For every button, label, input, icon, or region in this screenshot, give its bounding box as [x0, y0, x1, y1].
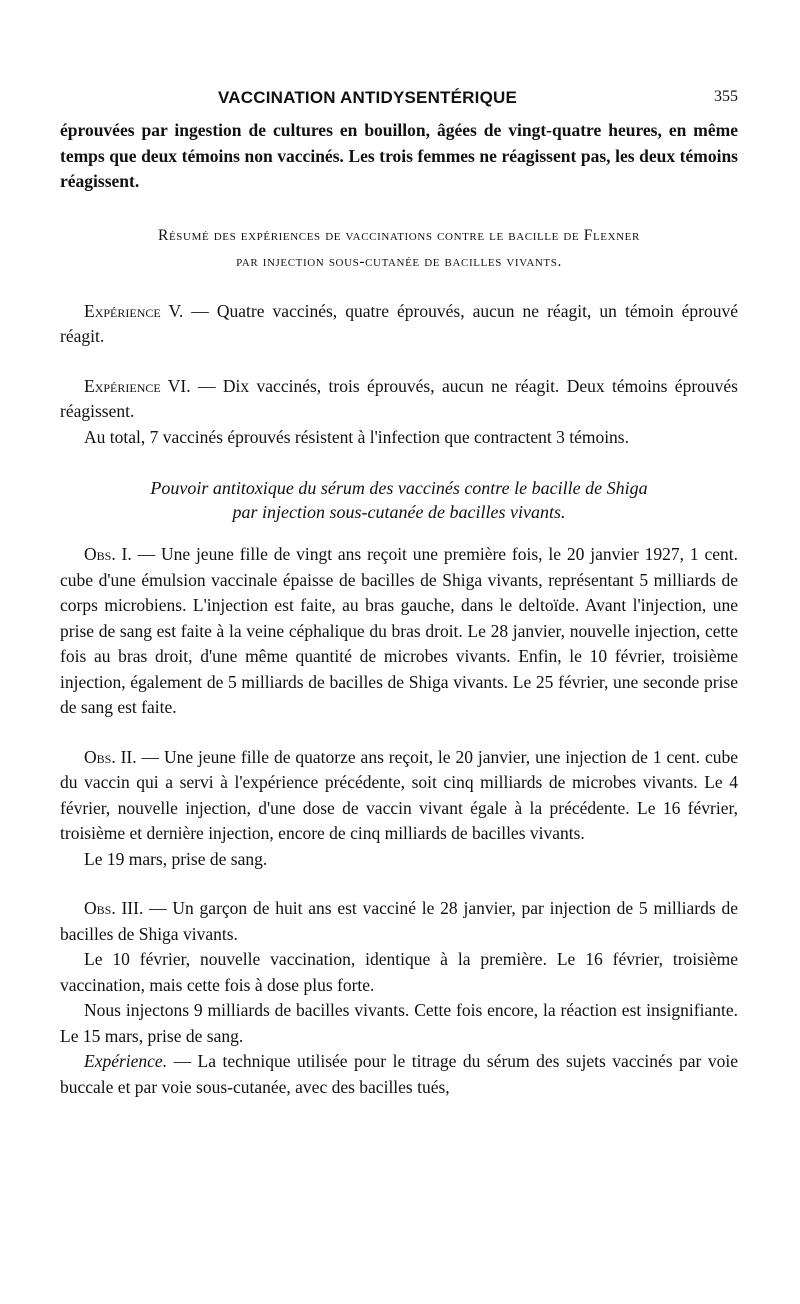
observation-3-label: Obs. III.: [84, 898, 144, 918]
experience-6-text: — Dix vaccinés, trois éprouvés, aucun ne réagit. Deux témoins éprouvés réagissent.: [60, 375, 738, 421]
observation-1-text: — Une jeune fille de vingt ans reçoit une première fois, le 20 janvier 1927, 1 cent. cube d'une émulsion vaccinale épaisse de bacilles de Shiga vivants, représentant 5 milliards de corps microbiens. L'injection est faite, au bras gauche, dans le deltoïde. Avant l'injection, une prise de sang est faite à la veine céphalique du bras droit. Le 28 janvier, nouvelle injection, cette fois au bras droit, d'une même quantité de microbes vivants. Enfin, le 10 février, troisième injection, également de 5 milliards de bacilles de Shiga vivants. Le 25 février, une seconde prise de sang est faite.: [60, 544, 738, 717]
observation-2-followup: Le 19 mars, prise de sang.: [84, 848, 268, 869]
experience-text: — La technique utilisée pour le titrage du sérum des sujets vaccinés par voie buccale et par voie sous-cutanée, avec des bacilles tués,: [60, 1051, 738, 1097]
flexner-section-heading: [60, 223, 738, 275]
observation-2-paragraph: [60, 745, 738, 847]
flexner-heading-line-2: par injection sous-cutanée de bacilles vivants.: [236, 252, 562, 270]
running-title: VACCINATION ANTIDYSENTÉRIQUE: [218, 88, 518, 107]
experience-paragraph: [60, 1049, 738, 1100]
observation-2-label: Obs. II.: [84, 746, 137, 767]
experience-5-label: Expérience V.: [84, 300, 184, 321]
experience-5-text: — Quatre vaccinés, quatre éprouvés, aucun ne réagit, un témoin éprouvé réagit.: [60, 300, 739, 346]
shiga-heading-line-1: Pouvoir antitoxique du sérum des vaccinés contre le bacille de Shiga: [150, 478, 648, 498]
observation-3-text: — Un garçon de huit ans est vacciné le 28 janvier, par injection de 5 milliards de bacilles de Shiga vivants.: [60, 898, 738, 944]
observation-1-label: Obs. I.: [84, 544, 132, 564]
experience-6-label: Expérience VI.: [84, 375, 191, 396]
observation-3-paragraph: [60, 896, 738, 947]
observation-1-paragraph: [60, 542, 738, 721]
page-number: 355: [714, 88, 738, 105]
observation-2-text: — Une jeune fille de quatorze ans reçoit, le 20 janvier, une injection de 1 cent. cube du vaccin qui a servi à l'expérience précédente, soit cinq milliards de microbes vivants. Le 4 février, nouvelle injection, d'une dose de vaccin vivant égale à la précédente. Le 16 février, troisième et dernière injection, encore de cinq milliards de bacilles vivants.: [60, 746, 738, 843]
flexner-heading-line-1: Résumé des expériences de vaccinations contre le bacille de Flexner: [158, 226, 640, 244]
page: [60, 88, 738, 1100]
intro-paragraph: éprouvées par ingestion de cultures en bouillon, âgées de vingt-quatre heures, en même temps que deux témoins non vaccinés. Les trois femmes ne réagissent pas, les deux témoins réagissent.: [60, 120, 738, 191]
observation-3-third-paragraph: Nous injectons 9 milliards de bacilles vivants. Cette fois encore, la réaction est insignifiante. Le 15 mars, prise de sang.: [60, 1000, 738, 1046]
experience-label: Expérience.: [84, 1051, 168, 1071]
experience-5-paragraph: [60, 299, 738, 350]
experience-6-paragraph: [60, 374, 738, 425]
observation-3-second-paragraph: Le 10 février, nouvelle vaccination, identique à la première. Le 16 février, troisième vaccination, mais cette fois à dose plus forte.: [60, 949, 738, 995]
page-header: [60, 88, 738, 118]
shiga-section-heading: [60, 476, 738, 524]
total-paragraph: Au total, 7 vaccinés éprouvés résistent à l'infection que contractent 3 témoins.: [84, 426, 629, 447]
shiga-heading-line-2: par injection sous-cutanée de bacilles vivants.: [232, 502, 566, 522]
